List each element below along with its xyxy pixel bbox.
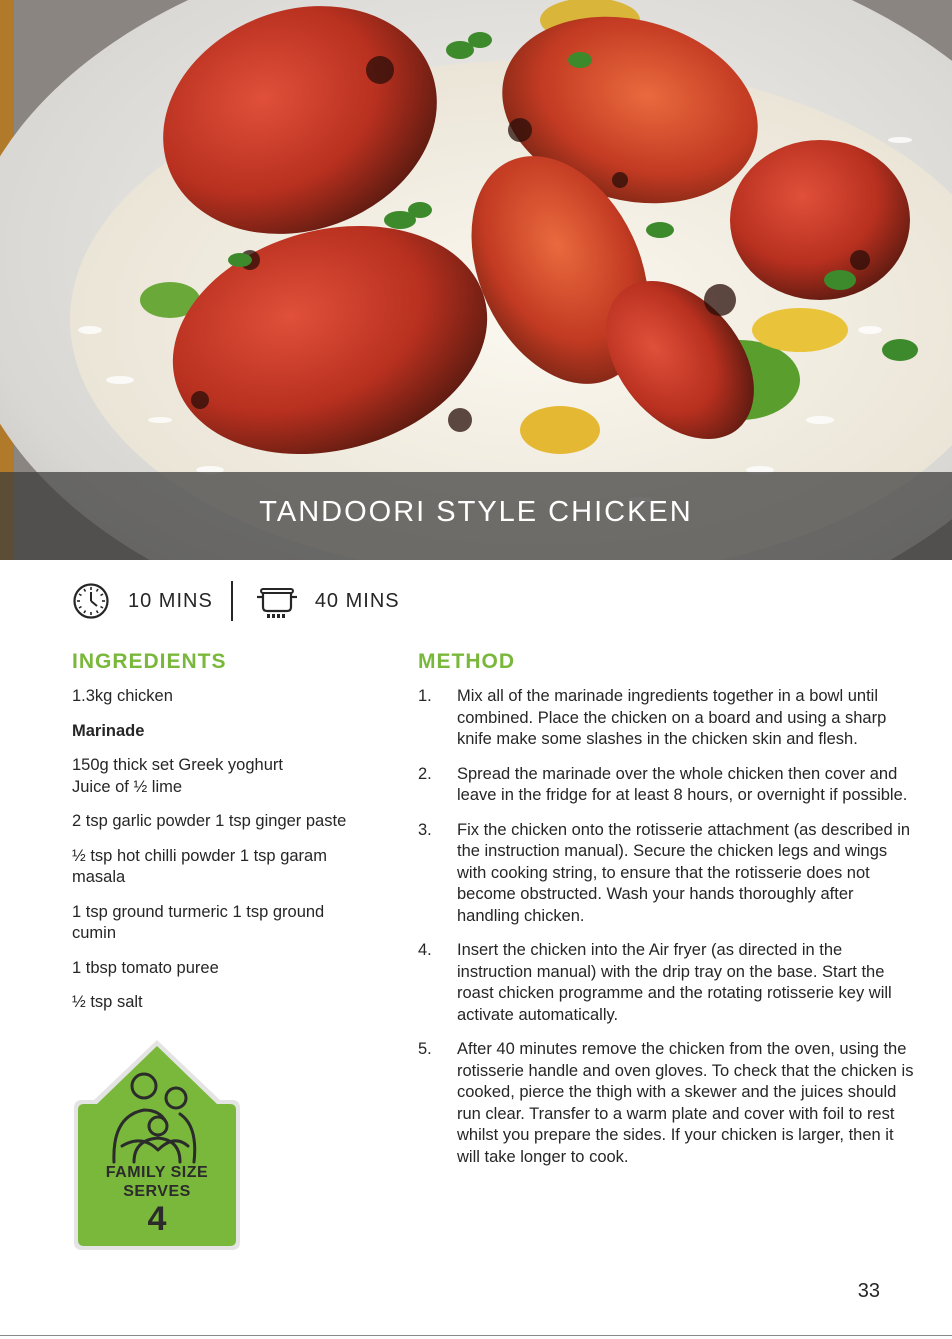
method-step <box>418 764 918 807</box>
method-step <box>418 940 918 1026</box>
step-number: 2. <box>418 764 432 783</box>
cook-time: 40 MINS <box>314 589 400 612</box>
method-step <box>418 1039 918 1168</box>
badge-line1: FAMILY SIZE <box>105 1164 209 1181</box>
recipe-title: TANDOORI STYLE CHICKEN <box>259 496 693 528</box>
bottom-rule <box>0 1335 952 1336</box>
step-number: 1. <box>418 687 432 705</box>
clock-icon <box>72 582 110 620</box>
badge-line2: SERVES <box>123 1183 191 1200</box>
ingredient-item: 1 tbsp tomato puree <box>72 958 219 977</box>
badge-text <box>72 1163 242 1237</box>
step-number: 3. <box>418 820 432 839</box>
ingredient-item: 150g thick set Greek yoghurt <box>72 756 283 774</box>
ingredient-subheading: Marinade <box>72 721 145 740</box>
prep-time: 10 MINS <box>128 589 213 612</box>
ingredients-list <box>72 686 372 1027</box>
time-row <box>72 578 400 624</box>
page-number: 33 <box>857 1280 880 1302</box>
ingredient-item: ½ tsp salt <box>72 993 143 1011</box>
step-text: After 40 minutes remove the chicken from the oven, using the rotisserie handle and oven gloves. To check that the chicken is cooked, pierce the thigh with a skewer and the juices should run clear. Transfer to a warm plate and cover with foil to rest whilst you prepare the sides. If your chicken is larger, then it will take longer to cook. <box>457 1040 914 1166</box>
method-steps <box>418 686 918 1181</box>
serves-count: 4 <box>147 1200 167 1238</box>
step-text: Mix all of the marinade ingredients together in a bowl until combined. Place the chicken on a board and using a sharp knife make some slashes in the chicken skin and flesh. <box>457 687 887 748</box>
method-heading: METHOD <box>418 650 515 673</box>
pot-icon <box>255 581 299 621</box>
step-text: Spread the marinade over the whole chicken then cover and leave in the fridge for at least 8 hours, or overnight if possible. <box>457 764 908 804</box>
step-text: Fix the chicken onto the rotisserie attachment (as described in the instruction manual). Secure the chicken legs and wings with cooking string, to ensure that the rotisserie does not become obstructed. Wash your hands thoroughly after handling chicken. <box>457 820 911 925</box>
step-number: 5. <box>418 1040 432 1058</box>
ingredient-item: Juice of ½ lime <box>72 777 183 796</box>
time-divider <box>231 581 233 621</box>
ingredient-item: ½ tsp hot chilli powder 1 tsp garam masala <box>72 846 327 886</box>
ingredient-item: 1.3kg chicken <box>72 687 173 705</box>
method-step <box>418 820 918 928</box>
ingredient-item: 2 tsp garlic powder 1 tsp ginger paste <box>72 812 347 830</box>
step-text: Insert the chicken into the Air fryer (as directed in the instruction manual) with the drip tray on the base. Start the roast chicken programme and the rotating rotisserie key will activate automatically. <box>457 941 892 1024</box>
ingredient-item: 1 tsp ground turmeric 1 tsp ground cumin <box>72 902 325 942</box>
method-step <box>418 686 918 751</box>
step-number: 4. <box>418 941 432 959</box>
ingredients-heading: INGREDIENTS <box>72 650 227 673</box>
